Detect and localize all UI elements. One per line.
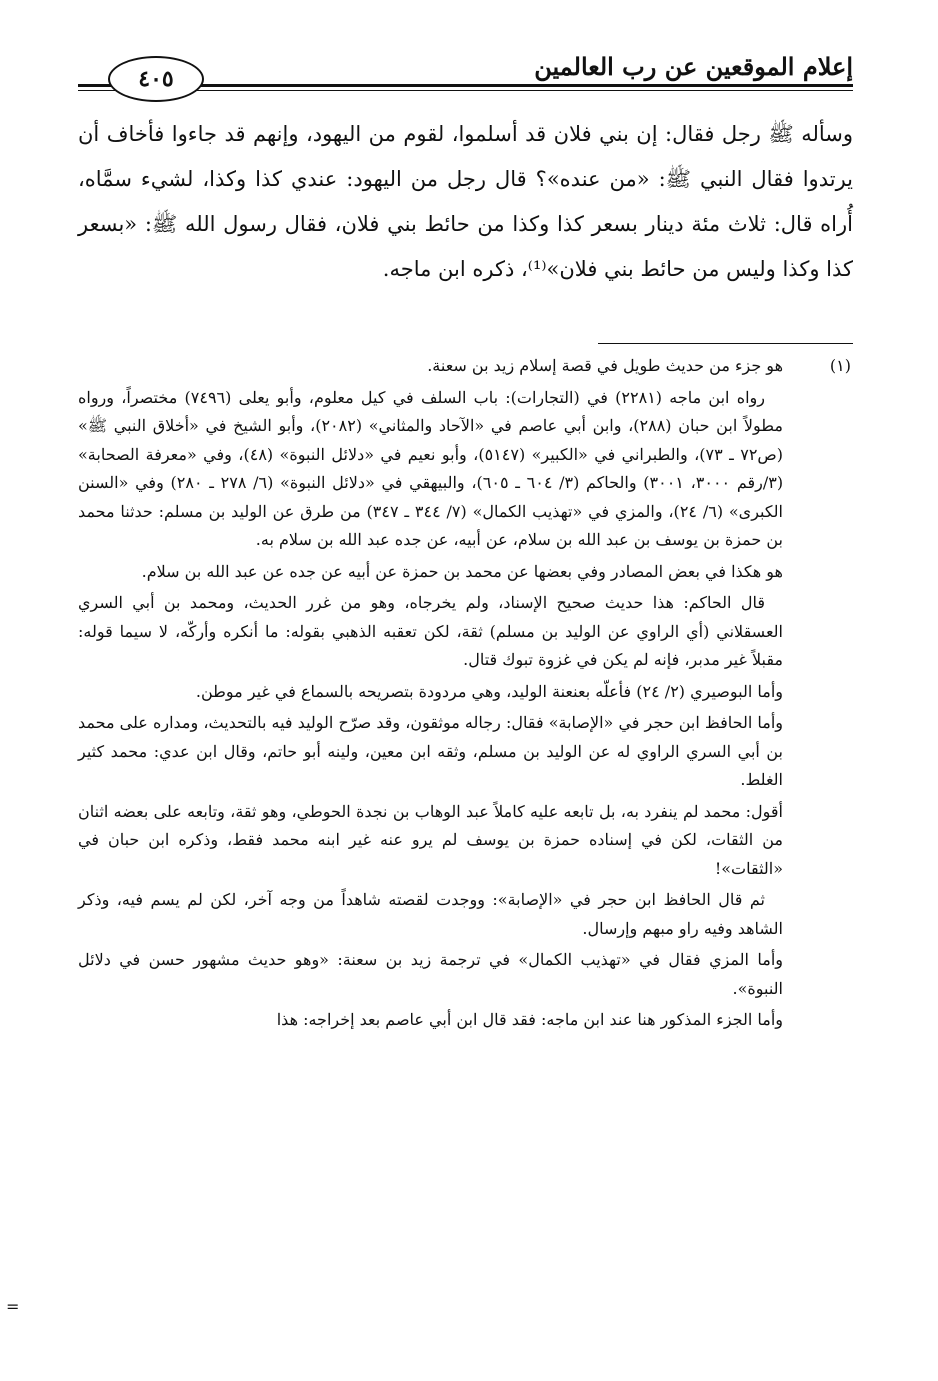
footnote-paragraph: وأما البوصيري (٢/ ٢٤) فأعلّه بعنعنة الوليد، وهي مردودة بتصريحه بالسماع في غير موطن.: [195, 681, 783, 701]
footnote-paragraph: أقول: محمد لم ينفرد به، بل تابعه عليه كاملاً عبد الوهاب بن نجدة الحوطي، وهو ثقة، وتابعه على بعضه اثنان من الثقات، لكن في إسناده حمزة بن يوسف لم يرو عنه غير ابنه محمد فقط، وذكره ابن حبان في «الثقات»!: [78, 801, 783, 878]
running-head-title: إعلام الموقعين عن رب العالمين: [534, 52, 853, 81]
footnote-paragraph: قال الحاكم: هذا حديث صحيح الإسناد، ولم يخرجاه، وهو من غرر الحديث، ومحمد بن أبي السري العسقلاني (أي الراوي عن الوليد بن مسلم) ثقة، لكن تعقبه الذهبي بقوله: ما أنكره وأركّه، لا سيما قوله: مقبلاً غير مدبر، فإنه لم يكن في غزوة تبوك قتال.: [78, 593, 783, 669]
page-header: [78, 40, 853, 110]
footnote-paragraph: وأما الجزء المذكور هنا عند ابن ماجه: فقد قال ابن أبي عاصم بعد إخراجه: هذا: [276, 1010, 783, 1029]
footnote-paragraph: هو هكذا في بعض المصادر وفي بعضها عن محمد بن حمزة عن أبيه عن جده عن عبد الله بن سلام.: [141, 561, 783, 581]
footnote-paragraph: وأما الحافظ ابن حجر في «الإصابة» فقال: رجاله موثقون، وقد صرّح الوليد فيه بالتحديث، ومداره على محمد بن أبي السري الراوي له عن الوليد بن مسلم، وثقه ابن معين، ولينه أبو حاتم، وقال ابن عدي: محمد كثير الغلط.: [78, 713, 784, 789]
footnotes-section: [78, 352, 853, 1038]
footnote-1: [78, 352, 853, 1035]
footnote-separator: [598, 343, 853, 344]
page-number: ٤٠٥: [108, 56, 204, 102]
footnote-paragraph: ثم قال الحافظ ابن حجر في «الإصابة»: ووجدت لقصته شاهداً من وجه آخر، لكن لم يسم فيه، وذكر الشاهد وفيه راو مبهم وإرسال.: [78, 890, 783, 938]
footnote-paragraph: هو جزء من حديث طويل في قصة إسلام زيد بن سعنة.: [427, 356, 783, 375]
continuation-mark: =: [6, 1297, 20, 1316]
footnote-marker: (١): [829, 356, 851, 375]
main-text-body: [78, 112, 853, 292]
footnote-paragraph: رواه ابن ماجه (٢٢٨١) في (التجارات): باب السلف في كيل معلوم، وأبو يعلى (٧٤٩٦) مختصراً، ورواه مطولاً ابن حبان (٢٨٨)، وابن أبي عاصم في «الآحاد والمثاني» (٢٠٨٢)، وأبو الشيخ في «أخلاق النبي ﷺ» (ص٧٢ ـ ٧٣)، والطبراني في «الكبير» (٥١٤٧)، وأبو نعيم في «دلائل النبوة» (٤٨)، وفي «معرفة الصحابة» (٣/رقم ٣٠٠٠، ٣٠٠١) والحاكم (٣/ ٦٠٤ ـ ٦٠٥)، والبيهقي في «دلائل النبوة» (٦/ ٢٧٨ ـ ٢٨٠) وفي «السنن الكبرى» (٦/ ٢٤)، والمزي في «تهذيب الكمال» (٧/ ٣٤٤ ـ ٣٤٧) من طرق عن الوليد بن مسلم: حدثنا محمد بن حمزة بن يوسف بن عبد الله بن سلام، عن أبيه، عن جده عبد الله بن سلام به.: [78, 387, 784, 549]
main-paragraph: وسأله ﷺ رجل فقال: إن بني فلان قد أسلموا، لقوم من اليهود، وإنهم قد جاءوا فأخاف أن يرتدوا فقال النبي ﷺ: «من عنده»؟ قال رجل من اليهود: عندي كذا وكذا، لشيء سمَّاه، أُراه قال: ثلاث مئة دينار بسعر كذا وكذا من حائط بني فلان، فقال رسول الله ﷺ: «بسعر كذا وكذا وليس من حائط بني فلان»⁽¹⁾، ذكره ابن ماجه.: [78, 122, 853, 281]
footnote-paragraph: وأما المزي فقال في «تهذيب الكمال» في ترجمة زيد بن سعنة: «وهو حديث مشهور حسن في دلائل النبوة».: [78, 950, 783, 998]
